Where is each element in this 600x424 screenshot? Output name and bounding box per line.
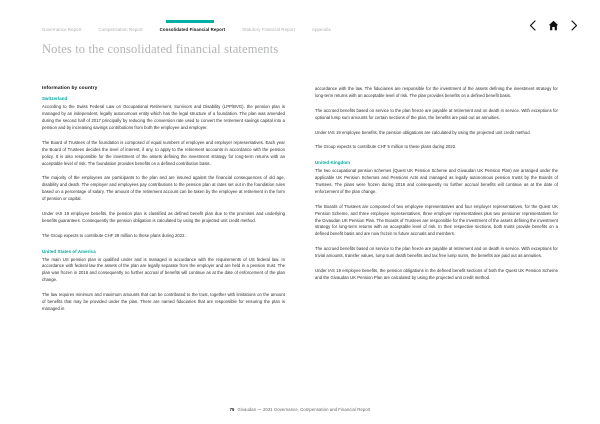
nav-tab-list [42, 23, 331, 32]
nav-tab-governance-report[interactable]: Governance Report [42, 27, 82, 33]
paragraph: The Group expects to contribute CHF 5 million to these plans during 2022. [315, 144, 457, 150]
paragraph: The accrued benefits based on service to the plan freeze are payable at retirement and on death in service. With exceptions for trivial amounts, transfer values, lump sum death benefits and tax free lump sums, the benefits are paid out as annuities. [315, 246, 558, 258]
paragraph: The main US pension plan is qualified under and is managed in accordance with the requirements of US federal law. In accordance with federal law the assets of the plan are legally separate from the employer and are held in a pension trust. The plan was frozen in 2016 and consequently no further accrual of benefits will continue as at the date of enforcement of the plan change. [42, 256, 285, 283]
chevron-left-icon[interactable] [529, 20, 536, 31]
paragraph: The Boards of Trustees are composed of two employee representatives and four employer representatives, for the Quest UK Pension Scheme, and three employee representatives, three employer representatives plus two pensioner representatives for the Givaudan UK Pension Plan. The Boards of Trustees are responsible for the investment of the assets defining the investment strategy for long-term returns with an acceptable level of risk. In their respective sections, both trusts provide benefits on a defined benefit basis and are now frozen to future accruals and members. [315, 203, 558, 237]
chevron-right-icon[interactable] [571, 20, 578, 31]
home-icon[interactable] [548, 20, 559, 31]
paragraph: Under IAS 19 employee benefits, the pension obligations are calculated by using the projected unit credit method. [315, 129, 531, 135]
paragraph: The law requires minimum and maximum amounts that can be contributed to the trust, together with limitations on the amount of benefits that may be provided under the plan. There are named fiduciaries that are responsible for ensuring the plan is managed in [42, 292, 285, 311]
page-footer [0, 407, 600, 412]
nav-tab-appendix[interactable]: Appendix [311, 27, 331, 33]
paragraph: accordance with the law. The fiduciaries are responsible for the investment of the assets defining the investment strategy for long-term returns with an acceptable level of risk. The plan provides benefits on a defined benefit basis. [315, 86, 558, 98]
nav-icon-group [529, 20, 578, 31]
paragraph: The two occupational pension schemes (Quest UK Pension Scheme and Givaudan UK Pension Plan) are arranged under the applicable UK Pension Schemes and Pensions Acts and managed as legally autonomous pension trusts by the Boards of Trustees. The plans were frozen during 2016 and consequently no further accrual benefits will continue as at the date of enforcement of the plan change. [315, 168, 558, 194]
nav-tab-statutory-financial-report[interactable]: Statutory Financial Report [242, 27, 295, 33]
document-content [42, 86, 558, 313]
paragraph: Under IAS 19 employee benefits, the pension obligations in the defined benefit sections of both the Quest UK Pension Scheme and the Givaudan UK Pension Plan are calculated by using the projected unit credit method. [315, 267, 558, 280]
paragraph: The Group expects to contribute CHF 28 million to these plans during 2022. [42, 232, 186, 238]
right-column [315, 86, 558, 313]
paragraph: The accrued benefits based on service to the plan freeze are payable at retirement and on death in service. With exceptions for optional lump sum amounts for certain sections of the plan, the benefits are paid out as annuities. [315, 107, 558, 120]
paragraph: According to the Swiss Federal Law on Occupational Retirement, Survivors and Disability (LPP/BVG), the pension plan is managed by an independent, legally autonomous entity which has the legal structure of a foundation. The plan was amended during the second half of 2017 principally by reducing the conversion rate used to convert the retirement savings capital into a pension and by increasing savings contributions from both the employee and employer. [42, 104, 285, 130]
paragraph: The Board of Trustees of the foundation is composed of equal numbers of employee and employer representatives. Each year the Board of Trustees decides the level of interest, if any, to apply to the retirement accounts in accordance with the pension policy. It is also responsible for the investment of the assets defining the investment strategy for long-term returns with an acceptable level of risk. The foundation provides benefits on a defined contribution basis. [42, 139, 285, 166]
nav-tab-compensation-report[interactable]: Compensation Report [98, 27, 143, 33]
country-heading-united-states-of-america: United States of America [42, 248, 96, 254]
country-heading-united-kingdom: United Kingdom [315, 160, 351, 166]
section-heading-information-by-country: Information by country [42, 86, 98, 91]
footer-page-number: 75 [229, 407, 235, 412]
top-navigation-bar [0, 18, 600, 38]
paragraph: The majority of the employees are participants to the plan and are insured against the financial consequences of old age, disability and death. The employer and employees pay contributions to the pension plan at rates set out in the foundation rules based on a percentage of salary. The amount of the retirement account can be taken by the employee at retirement in the form of pension or capital. [42, 175, 285, 201]
country-heading-switzerland: Switzerland [42, 96, 68, 102]
nav-tab-consolidated-financial-report[interactable]: Consolidated Financial Report [160, 23, 226, 32]
page-title: Notes to the consolidated financial statements [42, 42, 279, 56]
left-column [42, 86, 285, 313]
paragraph: Under IAS 19 employee benefits, the pension plan is classified as defined benefit plan due to the promises and underlying benefits guarantees. Consequently the pension obligation is calculated by using the projected unit credit method. [42, 210, 285, 223]
footer-text: Givaudan — 2021 Governance, Compensation and Financial Report [237, 407, 371, 412]
